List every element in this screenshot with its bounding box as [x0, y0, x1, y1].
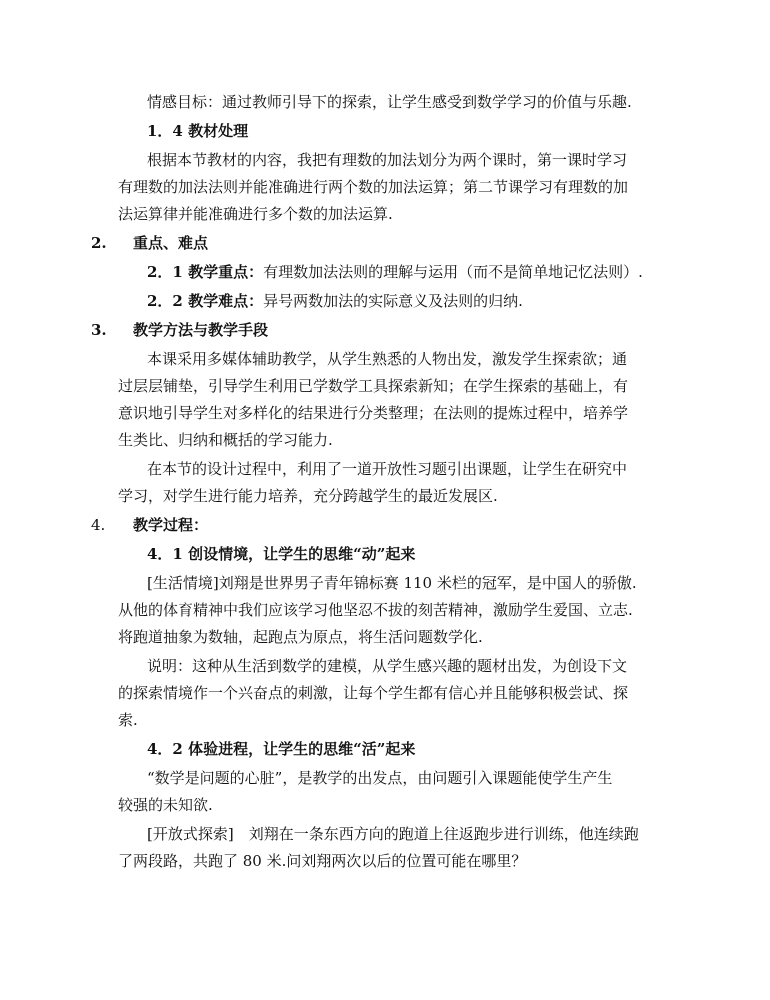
heading-4-1: 4．1 创设情境，让学生的思维“动”起来 — [147, 545, 416, 563]
key-point-text: 有理数加法法则的理解与运用（而不是简单地记忆法则）. — [263, 263, 643, 281]
section-4-heading — [91, 515, 208, 535]
section-2-heading — [91, 233, 208, 253]
section-number: 4. — [91, 516, 106, 534]
difficulty-label: 2．2 教学难点： — [147, 292, 264, 310]
material-line: 根据本节教材的内容，我把有理数的加法划分为两个课时，第一课时学习 — [147, 151, 628, 169]
design-line: 在本节的设计过程中，利用了一道开放性习题引出课题，让学生在研究中 — [147, 460, 628, 478]
section-number: 3. — [91, 321, 107, 339]
affect-goal-text: 情感目标：通过教师引导下的探索，让学生感受到数学学习的价值与乐趣. — [147, 93, 632, 111]
section-3-heading — [91, 320, 268, 340]
life-line: 将跑道抽象为数轴，起跑点为原点，将生活问题数学化. — [118, 628, 483, 646]
difficulty-line — [147, 291, 523, 311]
explain-line: 索. — [118, 711, 138, 729]
heading-1-4: 1．4 教材处理 — [147, 122, 249, 140]
key-point-line — [147, 262, 643, 282]
method-line: 生类比、归纳和概括的学习能力. — [118, 431, 333, 449]
open-explore-line: 了两段路，共跑了 80 米.问刘翔两次以后的位置可能在哪里？ — [118, 852, 527, 870]
life-line: [生活情境]刘翔是世界男子青年锦标赛 110 米栏的冠军，是中国人的骄傲. — [147, 574, 637, 592]
section-title: 教学过程： — [133, 516, 209, 534]
difficulty-text: 异号两数加法的实际意义及法则的归纳. — [263, 292, 523, 310]
method-line: 本课采用多媒体辅助教学，从学生熟悉的人物出发，激发学生探索欲；通 — [147, 350, 628, 368]
heading-4-2: 4．2 体验进程，让学生的思维“活”起来 — [147, 740, 416, 758]
section-title: 教学方法与教学手段 — [133, 321, 269, 339]
material-line: 有理数的加法法则并能准确进行两个数的加法运算；第二节课学习有理数的加 — [118, 178, 629, 196]
explain-line: 的探索情境作一个兴奋点的刺激，让每个学生都有信心并且能够积极尝试、探 — [118, 684, 629, 702]
life-line: 从他的体育精神中我们应该学习他坚忍不拔的刻苦精神，激励学生爱国、立志. — [118, 601, 633, 619]
section-number: 2. — [91, 234, 107, 252]
open-explore-line: [开放式探索] 刘翔在一条东西方向的跑道上往返跑步进行训练，他连续跑 — [147, 825, 639, 843]
key-point-label: 2．1 教学重点： — [147, 263, 264, 281]
method-line: 过层层铺垫，引导学生利用已学数学工具探索新知；在学生探索的基础上，有 — [118, 377, 629, 395]
material-line: 法运算律并能准确进行多个数的加法运算. — [118, 205, 393, 223]
question-line: “数学是问题的心脏”，是教学的出发点，由问题引入课题能使学生产生 — [147, 769, 613, 787]
question-line: 较强的未知欲. — [118, 796, 213, 814]
design-line: 学习，对学生进行能力培养，充分跨越学生的最近发展区. — [118, 487, 498, 505]
explain-line: 说明：这种从生活到数学的建模，从学生感兴趣的题材出发，为创设下文 — [147, 657, 628, 675]
section-title: 重点、难点 — [133, 234, 209, 252]
method-line: 意识地引导学生对多样化的结果进行分类整理；在法则的提炼过程中，培养学 — [118, 404, 629, 422]
